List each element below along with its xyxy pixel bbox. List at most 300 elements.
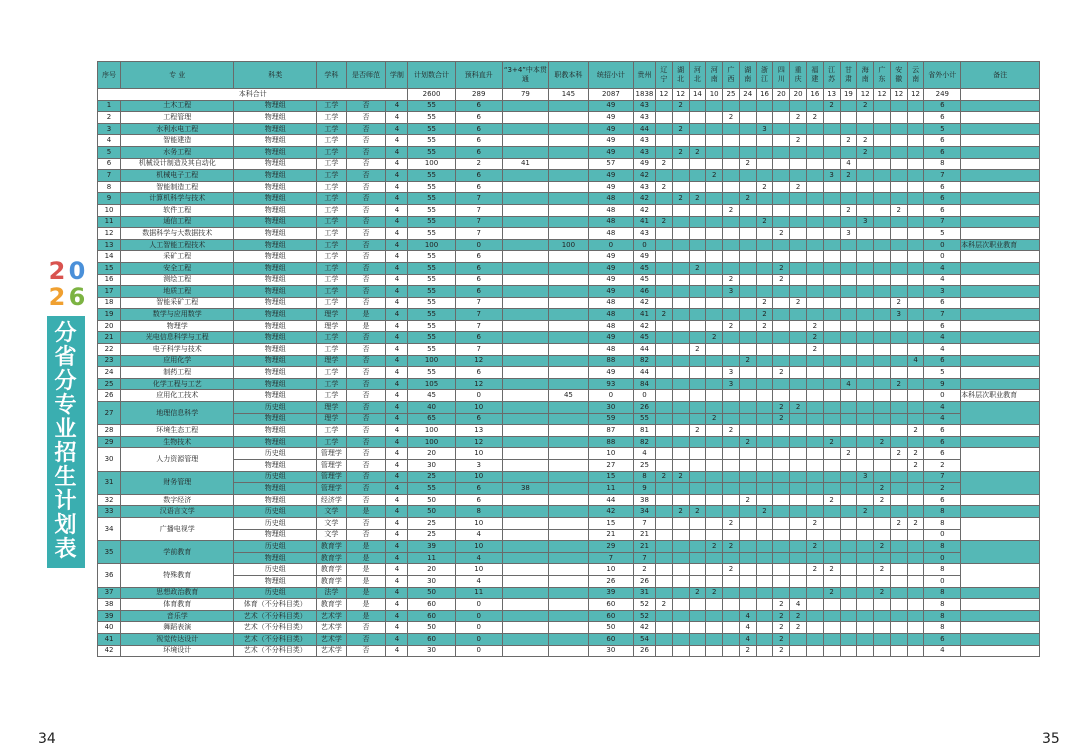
is-normal: 否	[346, 297, 386, 309]
plan-total: 65	[408, 413, 455, 425]
province-cell: 4	[739, 633, 756, 645]
column-header: 科类	[234, 62, 317, 89]
province-cell	[723, 413, 740, 425]
province-cell	[840, 529, 857, 541]
remark	[961, 425, 1040, 437]
province-cell	[723, 610, 740, 622]
province-cell	[790, 633, 807, 645]
province-cell	[706, 320, 723, 332]
major-name: 舞蹈表演	[121, 622, 234, 634]
province-cell	[756, 413, 773, 425]
prep-promotion: 6	[455, 262, 502, 274]
province-cell	[890, 332, 907, 344]
unified-subtotal: 93	[588, 378, 633, 390]
province-cell	[739, 390, 756, 402]
province-cell	[907, 402, 924, 414]
province-cell: 4	[739, 622, 756, 634]
guizhou-count: 52	[633, 610, 655, 622]
outside-subtotal: 6	[924, 448, 961, 460]
guizhou-count: 4	[633, 448, 655, 460]
province-cell	[773, 146, 790, 158]
province-cell	[773, 193, 790, 205]
province-count-cell: 19	[840, 89, 857, 101]
major-name: 特殊教育	[121, 564, 234, 587]
province-cell	[857, 355, 874, 367]
province-cell	[739, 170, 756, 182]
province-cell	[823, 575, 840, 587]
total-cell: 2600	[408, 89, 455, 101]
province-cell	[773, 494, 790, 506]
province-cell	[890, 286, 907, 298]
duration: 4	[386, 599, 408, 611]
major-name: 应用化工技术	[121, 390, 234, 402]
province-cell	[655, 286, 672, 298]
subject-group: 物理组	[234, 552, 317, 564]
province-cell	[756, 286, 773, 298]
province-cell	[655, 402, 672, 414]
plan-total: 55	[408, 135, 455, 147]
province-cell	[739, 216, 756, 228]
major-name: 人工智能工程技术	[121, 239, 234, 251]
remark	[961, 216, 1040, 228]
province-cell	[790, 390, 807, 402]
province-cell: 2	[773, 599, 790, 611]
vocational-undergrad	[548, 274, 588, 286]
province-cell	[689, 552, 706, 564]
province-cell	[840, 274, 857, 286]
discipline: 工学	[317, 274, 346, 286]
outside-subtotal: 8	[924, 158, 961, 170]
province-cell	[723, 262, 740, 274]
province-cell	[756, 239, 773, 251]
province-cell	[773, 436, 790, 448]
subject-group: 物理组	[234, 193, 317, 205]
discipline: 工学	[317, 332, 346, 344]
column-header: 湖 北	[672, 62, 689, 89]
vocational-undergrad	[548, 575, 588, 587]
table-row	[98, 506, 1040, 518]
discipline: 教育学	[317, 564, 346, 576]
guizhou-count: 42	[633, 320, 655, 332]
province-cell	[823, 239, 840, 251]
province-cell	[773, 239, 790, 251]
vocational-undergrad	[548, 320, 588, 332]
discipline: 工学	[317, 436, 346, 448]
duration: 4	[386, 367, 408, 379]
guizhou-count: 26	[633, 645, 655, 657]
table-row	[98, 494, 1040, 506]
province-cell	[655, 204, 672, 216]
province-cell: 2	[790, 112, 807, 124]
is-normal: 是	[346, 610, 386, 622]
province-cell	[689, 170, 706, 182]
province-cell	[689, 483, 706, 495]
table-row	[98, 309, 1040, 321]
province-cell	[874, 320, 891, 332]
duration: 4	[386, 610, 408, 622]
province-cell	[823, 228, 840, 240]
province-cell	[806, 402, 823, 414]
vocational-undergrad	[548, 286, 588, 298]
province-cell	[806, 448, 823, 460]
duration: 4	[386, 228, 408, 240]
province-cell	[739, 506, 756, 518]
province-cell	[890, 575, 907, 587]
province-cell	[723, 297, 740, 309]
vocational-undergrad	[548, 228, 588, 240]
province-cell	[672, 564, 689, 576]
plan-total: 30	[408, 460, 455, 472]
unified-subtotal: 0	[588, 239, 633, 251]
province-cell	[890, 599, 907, 611]
subject-group: 艺术（不分科目类）	[234, 645, 317, 657]
unified-subtotal: 60	[588, 610, 633, 622]
prep-promotion: 0	[455, 633, 502, 645]
outside-subtotal: 5	[924, 228, 961, 240]
duration: 4	[386, 309, 408, 321]
major-name: 土木工程	[121, 100, 234, 112]
province-cell	[874, 378, 891, 390]
province-cell	[773, 344, 790, 356]
province-cell	[823, 425, 840, 437]
province-cell	[823, 262, 840, 274]
plan-total: 55	[408, 367, 455, 379]
is-normal: 是	[346, 552, 386, 564]
outside-subtotal: 6	[924, 494, 961, 506]
vocational-undergrad	[548, 645, 588, 657]
province-cell	[723, 599, 740, 611]
province-cell	[890, 494, 907, 506]
plan-total: 55	[408, 309, 455, 321]
guizhou-count: 44	[633, 344, 655, 356]
plan-total: 100	[408, 355, 455, 367]
province-cell	[655, 575, 672, 587]
table-row	[98, 645, 1040, 657]
province-cell	[672, 378, 689, 390]
prep-promotion: 12	[455, 378, 502, 390]
province-cell	[689, 633, 706, 645]
discipline: 工学	[317, 378, 346, 390]
column-header: 福 建	[806, 62, 823, 89]
three-plus-four	[502, 448, 548, 460]
province-cell	[773, 448, 790, 460]
plan-total: 60	[408, 633, 455, 645]
province-cell	[790, 309, 807, 321]
is-normal: 否	[346, 332, 386, 344]
subject-group: 物理组	[234, 460, 317, 472]
subject-group: 物理组	[234, 367, 317, 379]
province-cell	[756, 575, 773, 587]
province-cell	[840, 494, 857, 506]
guizhou-count: 54	[633, 633, 655, 645]
unified-subtotal: 29	[588, 541, 633, 553]
province-cell	[857, 181, 874, 193]
three-plus-four	[502, 181, 548, 193]
unified-subtotal: 44	[588, 494, 633, 506]
province-cell	[857, 448, 874, 460]
three-plus-four	[502, 228, 548, 240]
row-number: 19	[98, 309, 121, 321]
province-cell: 2	[739, 494, 756, 506]
province-cell	[840, 599, 857, 611]
three-plus-four	[502, 541, 548, 553]
province-cell	[890, 135, 907, 147]
outside-subtotal: 7	[924, 216, 961, 228]
province-cell	[655, 100, 672, 112]
column-header: 四 川	[773, 62, 790, 89]
major-name: 财务管理	[121, 471, 234, 494]
province-cell	[823, 552, 840, 564]
remark	[961, 274, 1040, 286]
column-header: 省外小计	[924, 62, 961, 89]
province-cell	[739, 297, 756, 309]
vocational-undergrad	[548, 367, 588, 379]
province-cell: 2	[689, 425, 706, 437]
province-cell	[723, 181, 740, 193]
discipline: 管理学	[317, 471, 346, 483]
unified-subtotal: 87	[588, 425, 633, 437]
province-cell: 2	[723, 517, 740, 529]
province-cell	[672, 622, 689, 634]
province-cell	[874, 204, 891, 216]
duration: 4	[386, 494, 408, 506]
outside-subtotal: 8	[924, 541, 961, 553]
remark	[961, 448, 1040, 471]
province-cell	[706, 448, 723, 460]
province-cell	[840, 181, 857, 193]
is-normal: 否	[346, 483, 386, 495]
province-cell	[840, 460, 857, 472]
province-cell	[840, 332, 857, 344]
province-cell	[823, 123, 840, 135]
province-cell	[857, 390, 874, 402]
province-cell	[706, 344, 723, 356]
province-cell: 2	[655, 216, 672, 228]
subject-group: 物理组	[234, 216, 317, 228]
discipline: 工学	[317, 216, 346, 228]
province-cell	[706, 274, 723, 286]
province-cell	[874, 239, 891, 251]
outside-subtotal: 4	[924, 645, 961, 657]
row-number: 1	[98, 100, 121, 112]
province-cell	[806, 193, 823, 205]
plan-total: 55	[408, 262, 455, 274]
province-cell	[706, 517, 723, 529]
duration: 4	[386, 193, 408, 205]
province-cell	[907, 100, 924, 112]
plan-total: 30	[408, 575, 455, 587]
outside-subtotal: 6	[924, 100, 961, 112]
major-name: 电子科学与技术	[121, 344, 234, 356]
province-cell: 2	[756, 309, 773, 321]
province-cell	[907, 309, 924, 321]
outside-subtotal: 4	[924, 344, 961, 356]
discipline: 工学	[317, 239, 346, 251]
three-plus-four	[502, 552, 548, 564]
guizhou-count: 46	[633, 286, 655, 298]
subject-group: 历史组	[234, 448, 317, 460]
column-header: 云 南	[907, 62, 924, 89]
plan-total: 55	[408, 112, 455, 124]
guizhou-count: 21	[633, 541, 655, 553]
remark	[961, 135, 1040, 147]
duration: 4	[386, 448, 408, 460]
remark	[961, 204, 1040, 216]
province-cell	[672, 599, 689, 611]
province-cell	[655, 332, 672, 344]
province-cell	[907, 529, 924, 541]
discipline: 管理学	[317, 483, 346, 495]
row-number: 17	[98, 286, 121, 298]
province-cell	[689, 622, 706, 634]
prep-promotion: 6	[455, 112, 502, 124]
duration: 4	[386, 471, 408, 483]
province-cell	[706, 575, 723, 587]
province-cell	[907, 262, 924, 274]
plan-total: 39	[408, 541, 455, 553]
unified-subtotal: 57	[588, 158, 633, 170]
province-cell: 2	[739, 645, 756, 657]
province-cell	[790, 448, 807, 460]
total-cell: 2087	[588, 89, 633, 101]
column-header: 专 业	[121, 62, 234, 89]
province-cell: 2	[790, 402, 807, 414]
province-cell	[739, 262, 756, 274]
province-cell: 2	[907, 425, 924, 437]
province-cell	[706, 286, 723, 298]
unified-subtotal: 39	[588, 587, 633, 599]
subject-group: 物理组	[234, 529, 317, 541]
vertical-title-char: 划	[54, 513, 78, 538]
province-cell	[655, 460, 672, 472]
guizhou-count: 82	[633, 355, 655, 367]
row-number: 25	[98, 378, 121, 390]
province-cell	[890, 193, 907, 205]
province-cell	[857, 193, 874, 205]
discipline: 艺术学	[317, 645, 346, 657]
province-cell	[874, 552, 891, 564]
remark	[961, 286, 1040, 298]
is-normal: 否	[346, 529, 386, 541]
total-cell: 289	[455, 89, 502, 101]
discipline: 工学	[317, 158, 346, 170]
is-normal: 否	[346, 170, 386, 182]
province-cell	[739, 332, 756, 344]
province-cell	[874, 610, 891, 622]
province-cell	[723, 309, 740, 321]
province-cell	[857, 344, 874, 356]
outside-subtotal: 6	[924, 112, 961, 124]
plan-total: 55	[408, 123, 455, 135]
province-cell	[840, 633, 857, 645]
three-plus-four	[502, 564, 548, 576]
vocational-undergrad	[548, 413, 588, 425]
province-cell	[806, 460, 823, 472]
column-header: 贵州	[633, 62, 655, 89]
province-cell	[874, 100, 891, 112]
province-cell	[806, 494, 823, 506]
three-plus-four	[502, 645, 548, 657]
province-cell	[723, 146, 740, 158]
is-normal: 否	[346, 135, 386, 147]
table-row	[98, 425, 1040, 437]
discipline: 艺术学	[317, 633, 346, 645]
province-cell	[823, 460, 840, 472]
province-cell: 2	[672, 471, 689, 483]
outside-subtotal: 8	[924, 599, 961, 611]
province-cell: 2	[823, 436, 840, 448]
province-cell	[739, 541, 756, 553]
province-cell	[840, 436, 857, 448]
prep-promotion: 6	[455, 135, 502, 147]
province-cell	[857, 529, 874, 541]
province-cell: 2	[655, 181, 672, 193]
province-cell	[706, 367, 723, 379]
province-cell: 2	[857, 100, 874, 112]
province-cell: 2	[706, 332, 723, 344]
subject-group: 物理组	[234, 297, 317, 309]
province-cell	[790, 344, 807, 356]
plan-total: 55	[408, 251, 455, 263]
province-cell	[857, 413, 874, 425]
prep-promotion: 0	[455, 390, 502, 402]
guizhou-count: 84	[633, 378, 655, 390]
province-cell: 2	[907, 448, 924, 460]
province-cell	[907, 112, 924, 124]
prep-promotion: 12	[455, 436, 502, 448]
duration: 4	[386, 320, 408, 332]
is-normal: 否	[346, 193, 386, 205]
province-cell: 2	[672, 100, 689, 112]
three-plus-four	[502, 506, 548, 518]
row-number: 30	[98, 448, 121, 471]
guizhou-count: 43	[633, 181, 655, 193]
subject-group: 物理组	[234, 378, 317, 390]
table-row	[98, 517, 1040, 529]
province-cell	[874, 274, 891, 286]
prep-promotion: 7	[455, 204, 502, 216]
unified-subtotal: 49	[588, 251, 633, 263]
province-cell	[706, 135, 723, 147]
province-count-cell: 12	[857, 89, 874, 101]
province-cell	[689, 471, 706, 483]
is-normal: 否	[346, 204, 386, 216]
province-cell	[874, 170, 891, 182]
province-cell	[706, 529, 723, 541]
row-number: 34	[98, 517, 121, 540]
province-cell	[773, 216, 790, 228]
province-cell	[739, 460, 756, 472]
province-cell	[706, 181, 723, 193]
province-cell	[689, 448, 706, 460]
province-cell	[790, 228, 807, 240]
vocational-undergrad	[548, 332, 588, 344]
table-row	[98, 390, 1040, 402]
unified-subtotal: 48	[588, 216, 633, 228]
remark	[961, 297, 1040, 309]
province-cell	[890, 483, 907, 495]
three-plus-four	[502, 587, 548, 599]
province-cell	[672, 483, 689, 495]
province-cell: 4	[907, 355, 924, 367]
province-cell	[806, 181, 823, 193]
province-cell	[890, 425, 907, 437]
province-cell	[655, 112, 672, 124]
province-cell	[806, 286, 823, 298]
province-cell	[840, 390, 857, 402]
discipline: 工学	[317, 251, 346, 263]
province-cell	[790, 460, 807, 472]
